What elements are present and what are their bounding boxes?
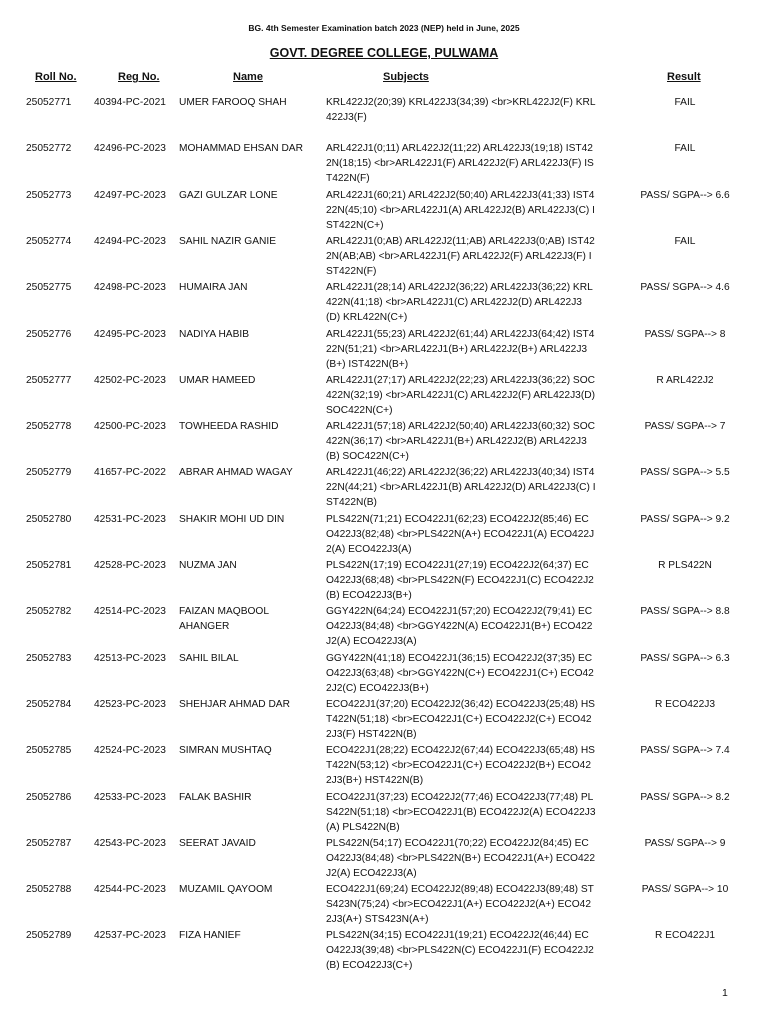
roll-number: 25052774 bbox=[26, 235, 72, 247]
result-value: FAIL bbox=[674, 235, 696, 247]
student-name: SAHIL BILAL bbox=[179, 652, 239, 664]
subject-marks: PLS422N(34;15) ECO422J1(19;21) ECO422J2(46;44) ECO422J3(39;48) <br>PLS422N(C) ECO422J1(F) ECO422J2(B) ECO422J3(C+) bbox=[326, 930, 594, 972]
result-value: R PLS422N bbox=[658, 560, 712, 571]
registration-number: 42514-PC-2023 bbox=[94, 606, 166, 618]
roll-number: 25052771 bbox=[26, 97, 72, 108]
roll-number: 25052775 bbox=[26, 282, 72, 294]
registration-number: 42494-PC-2023 bbox=[94, 235, 166, 247]
subject-marks: ARL422J1(55;23) ARL422J2(61;44) ARL422J3(64;42) IST422N(51;21) <br>ARL422J1(B+) ARL422J2(B+) ARL422J3(B+) IST422N(B+) bbox=[326, 328, 595, 370]
registration-number: 42502-PC-2023 bbox=[94, 374, 166, 386]
subject-marks: GGY422N(41;18) ECO422J1(36;15) ECO422J2(37;35) ECO422J3(63;48) <br>GGY422N(C+) ECO422J1(C+) ECO422J2(C) ECO422J3(B+) bbox=[326, 652, 594, 694]
result-value: R ARL422J2 bbox=[656, 374, 714, 386]
result-value: PASS/ SGPA--> 7 bbox=[644, 421, 726, 433]
result-value: PASS/ SGPA--> 5.5 bbox=[640, 467, 730, 479]
subject-marks: ARL422J1(46;22) ARL422J2(36;22) ARL422J3(40;34) IST422N(44;21) <br>ARL422J1(B) ARL422J2(D) ARL422J3(C) IST422N(B) bbox=[326, 467, 596, 509]
roll-number: 25052779 bbox=[26, 467, 72, 479]
student-name: SHEHJAR AHMAD DAR bbox=[179, 698, 290, 710]
registration-number: 42537-PC-2023 bbox=[94, 930, 166, 942]
registration-number: 42523-PC-2023 bbox=[94, 698, 166, 710]
result-value: PASS/ SGPA--> 10 bbox=[641, 884, 729, 896]
student-name: GAZI GULZAR LONE bbox=[179, 189, 278, 201]
student-name: FIZA HANIEF bbox=[179, 930, 241, 942]
roll-number: 25052777 bbox=[26, 374, 72, 386]
roll-number: 25052789 bbox=[26, 930, 72, 942]
student-name: HUMAIRA JAN bbox=[179, 282, 248, 294]
result-value: PASS/ SGPA--> 7.4 bbox=[640, 745, 730, 757]
header-name: Name bbox=[233, 71, 263, 83]
roll-number: 25052781 bbox=[26, 560, 72, 571]
student-name: FALAK BASHIR bbox=[179, 791, 252, 803]
subject-marks: ECO422J1(37;23) ECO422J2(77;46) ECO422J3(77;48) PLS422N(51;18) <br>ECO422J1(B) ECO422J2(A) ECO422J3(A) PLS422N(B) bbox=[326, 791, 596, 833]
header-result: Result bbox=[667, 71, 701, 83]
subject-marks: PLS422N(54;17) ECO422J1(70;22) ECO422J2(84;45) ECO422J3(84;48) <br>PLS422N(B+) ECO422J1(A+) ECO422J2(A) ECO422J3(A) bbox=[326, 837, 595, 879]
subject-marks: ECO422J1(37;20) ECO422J2(36;42) ECO422J3(25;48) HST422N(51;18) <br>ECO422J1(C+) ECO422J2(C+) ECO422J3(F) HST422N(B) bbox=[326, 698, 595, 740]
roll-number: 25052784 bbox=[26, 698, 72, 710]
student-name: FAIZAN MAQBOOL AHANGER bbox=[179, 606, 269, 633]
student-name: NADIYA HABIB bbox=[179, 328, 250, 340]
student-name: SEERAT JAVAID bbox=[179, 837, 256, 849]
registration-number: 40394-PC-2021 bbox=[94, 97, 166, 108]
roll-number: 25052776 bbox=[26, 328, 72, 340]
registration-number: 42524-PC-2023 bbox=[94, 745, 166, 757]
roll-number: 25052788 bbox=[26, 884, 72, 896]
result-value: PASS/ SGPA--> 6.6 bbox=[640, 189, 730, 201]
student-name: SHAKIR MOHI UD DIN bbox=[179, 513, 285, 525]
student-name: SAHIL NAZIR GANIE bbox=[179, 235, 276, 247]
result-value: FAIL bbox=[674, 143, 696, 155]
registration-number: 42533-PC-2023 bbox=[94, 791, 166, 803]
student-name: MOHAMMAD EHSAN DAR bbox=[179, 143, 303, 155]
subject-marks: PLS422N(17;19) ECO422J1(27;19) ECO422J2(64;37) ECO422J3(68;48) <br>PLS422N(F) ECO422J1(C) ECO422J2(B) ECO422J3(B+) bbox=[326, 560, 594, 601]
result-value: PASS/ SGPA--> 4.6 bbox=[640, 282, 730, 294]
roll-number: 25052783 bbox=[26, 652, 72, 664]
roll-number: 25052778 bbox=[26, 421, 72, 433]
registration-number: 41657-PC-2022 bbox=[94, 467, 166, 479]
subject-marks: ARL422J1(60;21) ARL422J2(50;40) ARL422J3(41;33) IST422N(45;10) <br>ARL422J1(A) ARL422J2(B) ARL422J3(C) IST422N(C+) bbox=[326, 189, 595, 231]
header-subjects: Subjects bbox=[383, 71, 429, 83]
registration-number: 42496-PC-2023 bbox=[94, 143, 166, 155]
result-value: PASS/ SGPA--> 8 bbox=[644, 328, 726, 340]
result-value: R ECO422J1 bbox=[654, 930, 716, 942]
registration-number: 42500-PC-2023 bbox=[94, 421, 166, 433]
college-name: GOVT. DEGREE COLLEGE, PULWAMA bbox=[269, 46, 499, 60]
registration-number: 42495-PC-2023 bbox=[94, 328, 166, 340]
subject-marks: PLS422N(71;21) ECO422J1(62;23) ECO422J2(85;46) ECO422J3(82;48) <br>PLS422N(A+) ECO422J1(A) ECO422J2(A) ECO422J3(A) bbox=[326, 513, 595, 555]
roll-number: 25052773 bbox=[26, 189, 72, 201]
student-name: MUZAMIL QAYOOM bbox=[179, 884, 273, 896]
subject-marks: ARL422J1(27;17) ARL422J2(22;23) ARL422J3(36;22) SOC422N(32;19) <br>ARL422J1(C) ARL422J2(F) ARL422J3(D) SOC422N(C+) bbox=[326, 374, 596, 416]
registration-number: 42497-PC-2023 bbox=[94, 189, 166, 201]
student-name: UMAR HAMEED bbox=[179, 374, 256, 386]
roll-number: 25052787 bbox=[26, 837, 72, 849]
result-value: PASS/ SGPA--> 6.3 bbox=[640, 652, 730, 664]
roll-number: 25052772 bbox=[26, 143, 72, 155]
student-name: UMER FAROOQ SHAH bbox=[179, 97, 287, 108]
student-name: SIMRAN MUSHTAQ bbox=[179, 745, 272, 757]
registration-number: 42531-PC-2023 bbox=[94, 513, 166, 525]
registration-number: 42543-PC-2023 bbox=[94, 837, 166, 849]
subject-marks: ARL422J1(28;14) ARL422J2(36;22) ARL422J3(36;22) KRL422N(41;18) <br>ARL422J1(C) ARL422J2(D) ARL422J3(D) KRL422N(C+) bbox=[326, 282, 593, 324]
result-value: R ECO422J3 bbox=[654, 698, 716, 710]
student-name: NUZMA JAN bbox=[179, 560, 237, 571]
header-roll-no: Roll No. bbox=[35, 71, 77, 83]
roll-number: 25052782 bbox=[26, 606, 72, 618]
student-name: TOWHEEDA RASHID bbox=[179, 421, 279, 433]
result-value: PASS/ SGPA--> 9.2 bbox=[640, 513, 730, 525]
roll-number: 25052780 bbox=[26, 513, 72, 525]
subject-marks: ECO422J1(28;22) ECO422J2(67;44) ECO422J3(65;48) HST422N(53;12) <br>ECO422J1(C+) ECO422J2(B+) ECO422J3(B+) HST422N(B) bbox=[326, 745, 595, 787]
subject-marks: ARL422J1(0;AB) ARL422J2(11;AB) ARL422J3(0;AB) IST422N(AB;AB) <br>ARL422J1(F) ARL422J2(F) ARL422J3(F) IST422N(F) bbox=[326, 235, 595, 277]
result-value: FAIL bbox=[674, 97, 696, 108]
subject-marks: GGY422N(64;24) ECO422J1(57;20) ECO422J2(79;41) ECO422J3(84;48) <br>GGY422N(A) ECO422J1(B+) ECO422J2(A) ECO422J3(A) bbox=[326, 606, 593, 648]
subject-marks: ECO422J1(69;24) ECO422J2(89;48) ECO422J3(89;48) STS423N(75;24) <br>ECO422J1(A+) ECO422J2(A+) ECO422J3(A+) STS423N(A+) bbox=[326, 884, 594, 926]
roll-number: 25052785 bbox=[26, 745, 72, 757]
result-value: PASS/ SGPA--> 8.8 bbox=[640, 606, 730, 618]
student-name: ABRAR AHMAD WAGAY bbox=[179, 467, 293, 479]
result-value: PASS/ SGPA--> 8.2 bbox=[640, 791, 730, 803]
registration-number: 42513-PC-2023 bbox=[94, 652, 166, 664]
registration-number: 42498-PC-2023 bbox=[94, 282, 166, 294]
roll-number: 25052786 bbox=[26, 791, 72, 803]
exam-title: BG. 4th Semester Examination batch 2023 (NEP) held in June, 2025 bbox=[248, 23, 520, 33]
subject-marks: KRL422J2(20;39) KRL422J3(34;39) <br>KRL422J2(F) KRL422J3(F) bbox=[326, 97, 596, 123]
result-value: PASS/ SGPA--> 9 bbox=[644, 837, 726, 849]
header-reg-no: Reg No. bbox=[118, 71, 160, 83]
registration-number: 42528-PC-2023 bbox=[94, 560, 166, 571]
subject-marks: ARL422J1(57;18) ARL422J2(50;40) ARL422J3(60;32) SOC422N(36;17) <br>ARL422J1(B+) ARL422J2(B) ARL422J3(B) SOC422N(C+) bbox=[326, 421, 596, 463]
registration-number: 42544-PC-2023 bbox=[94, 884, 166, 896]
subject-marks: ARL422J1(0;11) ARL422J2(11;22) ARL422J3(19;18) IST422N(18;15) <br>ARL422J1(F) ARL422J2(F) ARL422J3(F) IST422N(F) bbox=[326, 143, 594, 185]
page-number: 1 bbox=[722, 987, 728, 999]
